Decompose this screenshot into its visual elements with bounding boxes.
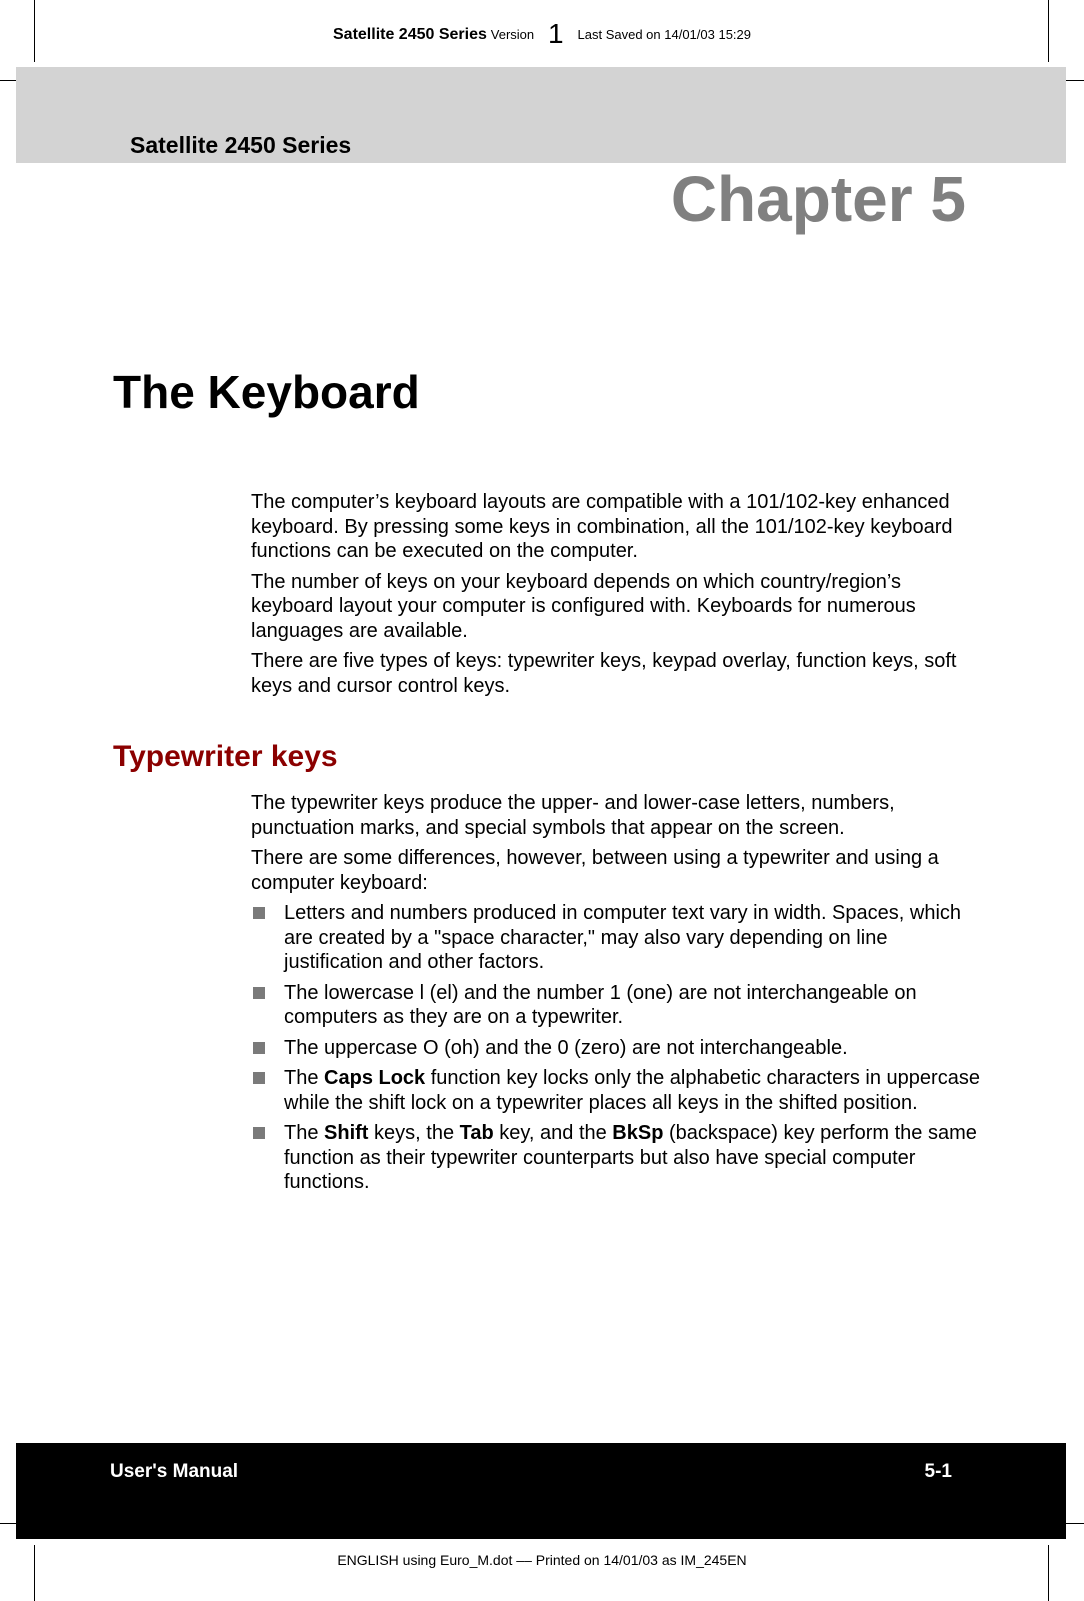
list-item (251, 1036, 981, 1061)
key-name-bksp: BkSp (612, 1122, 664, 1144)
section-paragraph: There are some differences, however, between using a typewriter and using a computer keyboard: (251, 847, 939, 894)
crop-mark (0, 1523, 16, 1524)
top-series: Satellite 2450 Series (333, 26, 487, 43)
section-paragraph: The typewriter keys produce the upper- and lower-case letters, numbers, punctuation marks, and special symbols that appear on the screen. (251, 792, 895, 839)
list-item (251, 1066, 981, 1115)
intro-paragraph: The computer’s keyboard layouts are compatible with a 101/102-key enhanced keyboard. By pressing some keys in combination, all the 101/102-key keyboard functions can be executed on the computer. (251, 491, 953, 562)
intro-paragraph: The number of keys on your keyboard depends on which country/region’s keyboard layout your computer is configured with. Keyboards for numerous languages are available. (251, 570, 916, 642)
version-number: 1 (548, 18, 564, 49)
print-info-line (0, 18, 1084, 50)
bullet-text-part: (backspace) key perform the same function as their typewriter counterparts but also have special computer functions. (284, 1122, 977, 1193)
bullet-text-part: The (284, 1067, 325, 1089)
list-item (251, 981, 981, 1030)
key-name-caps-lock: Caps Lock (324, 1067, 426, 1089)
bullet-text: Letters and numbers produced in computer text vary in width. Spaces, which are created by a "space character," may also vary depending on line justification and other factors. (284, 902, 962, 973)
bullet-text-part: keys, the (368, 1122, 460, 1144)
crop-mark (0, 80, 16, 81)
page-title: The Keyboard (113, 366, 420, 418)
section-heading: Typewriter keys (113, 740, 338, 773)
bullet-text (284, 1067, 980, 1114)
intro-text (251, 490, 981, 704)
bullet-square-icon (253, 1042, 265, 1054)
bullet-text-part: The (284, 1122, 325, 1144)
bullet-text: The uppercase O (oh) and the 0 (zero) are not interchangeable. (284, 1036, 848, 1059)
version-label: Version (490, 27, 535, 42)
bullet-text (284, 1122, 977, 1193)
print-footer-line: ENGLISH using Euro_M.dot –– Printed on 14/01/03 as IM_245EN (337, 1552, 747, 1568)
bullet-text-part: key, and the (493, 1122, 613, 1144)
intro-paragraph: There are five types of keys: typewriter keys, keypad overlay, function keys, soft keys and cursor control keys. (251, 650, 957, 697)
bullet-text-part: function key locks only the alphabetic characters in uppercase while the shift lock on a typewriter places all keys in the shifted position. (284, 1067, 980, 1114)
bullet-list (251, 901, 981, 1195)
crop-mark (1066, 80, 1084, 81)
section-text (251, 791, 981, 1201)
bullet-square-icon (253, 987, 265, 999)
key-name-shift: Shift (324, 1122, 369, 1144)
series-title: Satellite 2450 Series (130, 132, 352, 158)
key-name-tab: Tab (459, 1122, 494, 1144)
list-item (251, 901, 981, 975)
bullet-square-icon (253, 1127, 265, 1139)
crop-mark (1066, 1523, 1084, 1524)
chapter-label: Chapter 5 (670, 163, 966, 235)
bullet-text: The lowercase l (el) and the number 1 (one) are not interchangeable on computers as they are on a typewriter. (284, 981, 917, 1028)
page-number: 5-1 (924, 1461, 952, 1482)
bullet-square-icon (253, 1072, 265, 1084)
footer-band (16, 1443, 1066, 1539)
bullet-square-icon (253, 907, 265, 919)
last-saved: Last Saved on 14/01/03 15:29 (577, 27, 751, 42)
list-item (251, 1121, 981, 1195)
footer-manual-label: User's Manual (110, 1461, 239, 1482)
